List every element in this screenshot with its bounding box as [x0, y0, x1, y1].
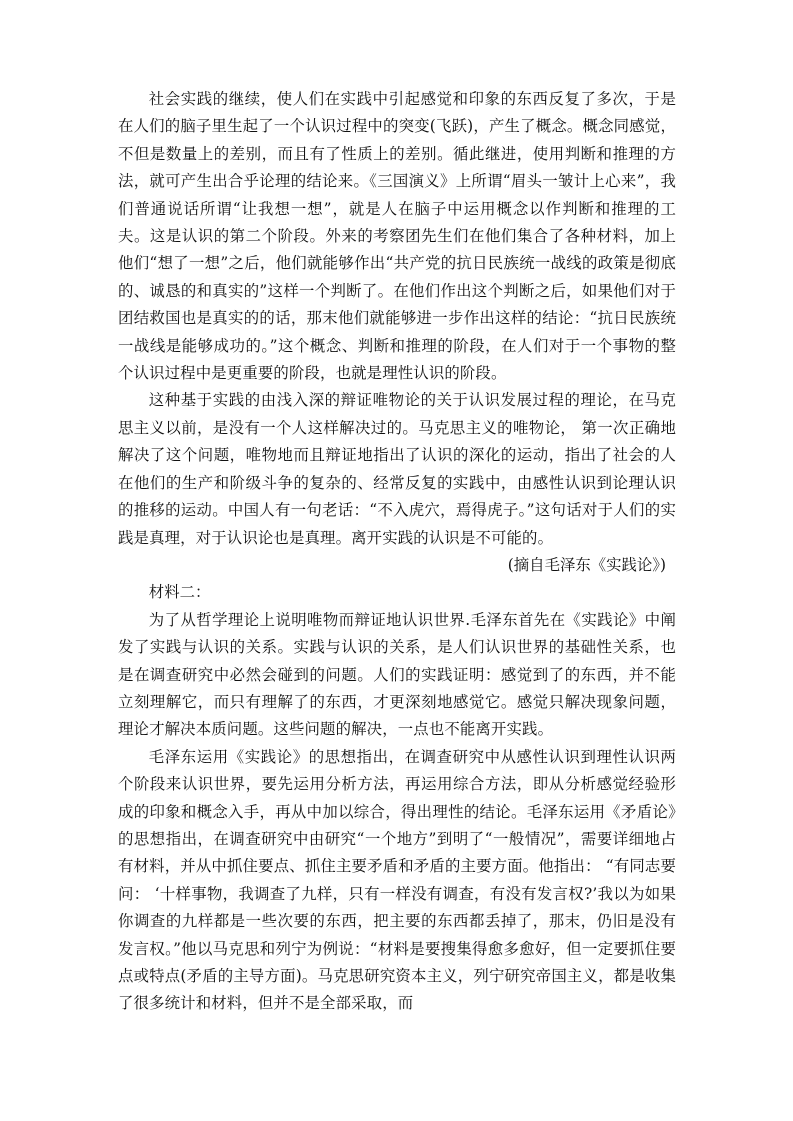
material2-paragraph-1: 为了从哲学理论上说明唯物而辩证地认识世界.毛泽东首先在《实践论》中阐发了实践与认识的关系。实践与认识的关系，是人们认识世界的基础性关系，也是在调查研究中必然会碰到的问题。人们的实践证明：感觉到了的东西，并不能立刻理解它，而只有理解了的东西，才更深刻地感觉它。感觉只解决现象问题，理论才解决本质问题。这些问题的解决，一点也不能离开实践。 — [118, 610, 676, 739]
source-citation: (摘自毛泽东《实践论》) — [507, 555, 666, 574]
material2-heading: 材料二： — [148, 583, 211, 602]
material1-paragraph-1: 社会实践的继续，使人们在实践中引起感觉和印象的东西反复了多次，于是在人们的脑子里生起了一个认识过程中的突变(飞跃)，产生了概念。概念同感觉，不但是数量上的差别，而且有了性质上的差别。循此继进，使用判断和推理的方法，就可产生出合乎论理的结论来。《三国演义》上所谓“眉头一皱计上心来”，我们普通说话所谓“让我想一想”，就是人在脑子中运用概念以作判断和推理的工夫。这是认识的第二个阶段。外来的考察团先生们在他们集合了各种材料，加上他们“想了一想”之后，他们就能够作出“共产党的抗日民族统一战线的政策是彻底的、诚恳的和真实的”这样一个判断了。在他们作出这个判断之后，如果他们对于团结救国也是真实的的话，那末他们就能够进一步作出这样的结论：“抗日民族统一战线是能够成功的。”这个概念、判断和推理的阶段，在人们对于一个事物的整个认识过程中是更重要的阶段，也就是理性认识的阶段。 — [118, 90, 676, 383]
material2-paragraph-2: 毛泽东运用《实践论》的思想指出，在调查研究中从感性认识到理性认识两个阶段来认识世界，要先运用分析方法，再运用综合方法，即从分析感觉经验形成的印象和概念入手，再从中加以综合，得出理性的结论。毛泽东运用《矛盾论》的思想指出，在调查研究中由研究“一个地方”到明了“一般情况”，需要详细地占有材料，并从中抓住要点、抓住主要矛盾和矛盾的主要方面。他指出： “有同志要问： ‘十样事物，我调查了九样，只有一样没有调查，有没有发言权?’我以为如果你调查的九样都是一些次要的东西，把主要的东西都丢掉了，那末，仍旧是没有发言权。”他以马克思和列宁为例说：“材料是要搜集得愈多愈好，但一定要抓住要点或特点(矛盾的主导方面)。马克思研究资本主义，列宁研究帝国主义，都是收集了很多统计和材料，但并不是全部采取，而 — [118, 747, 676, 1013]
material1-paragraph-2: 这种基于实践的由浅入深的辩证唯物论的关于认识发展过程的理论，在马克思主义以前，是没有一个人这样解决过的。马克思主义的唯物论， 第一次正确地解决了这个问题，唯物地而且辩证地指出了认识的深化的运动，指出了社会的人在他们的生产和阶级斗争的复杂的、经常反复的实践中，由感性认识到论理认识的推移的运动。中国人有一句老话：“不入虎穴，焉得虎子。”这句话对于人们的实践是真理，对于认识论也是真理。离开实践的认识是不可能的。 — [118, 391, 676, 547]
document-body — [118, 86, 676, 1018]
